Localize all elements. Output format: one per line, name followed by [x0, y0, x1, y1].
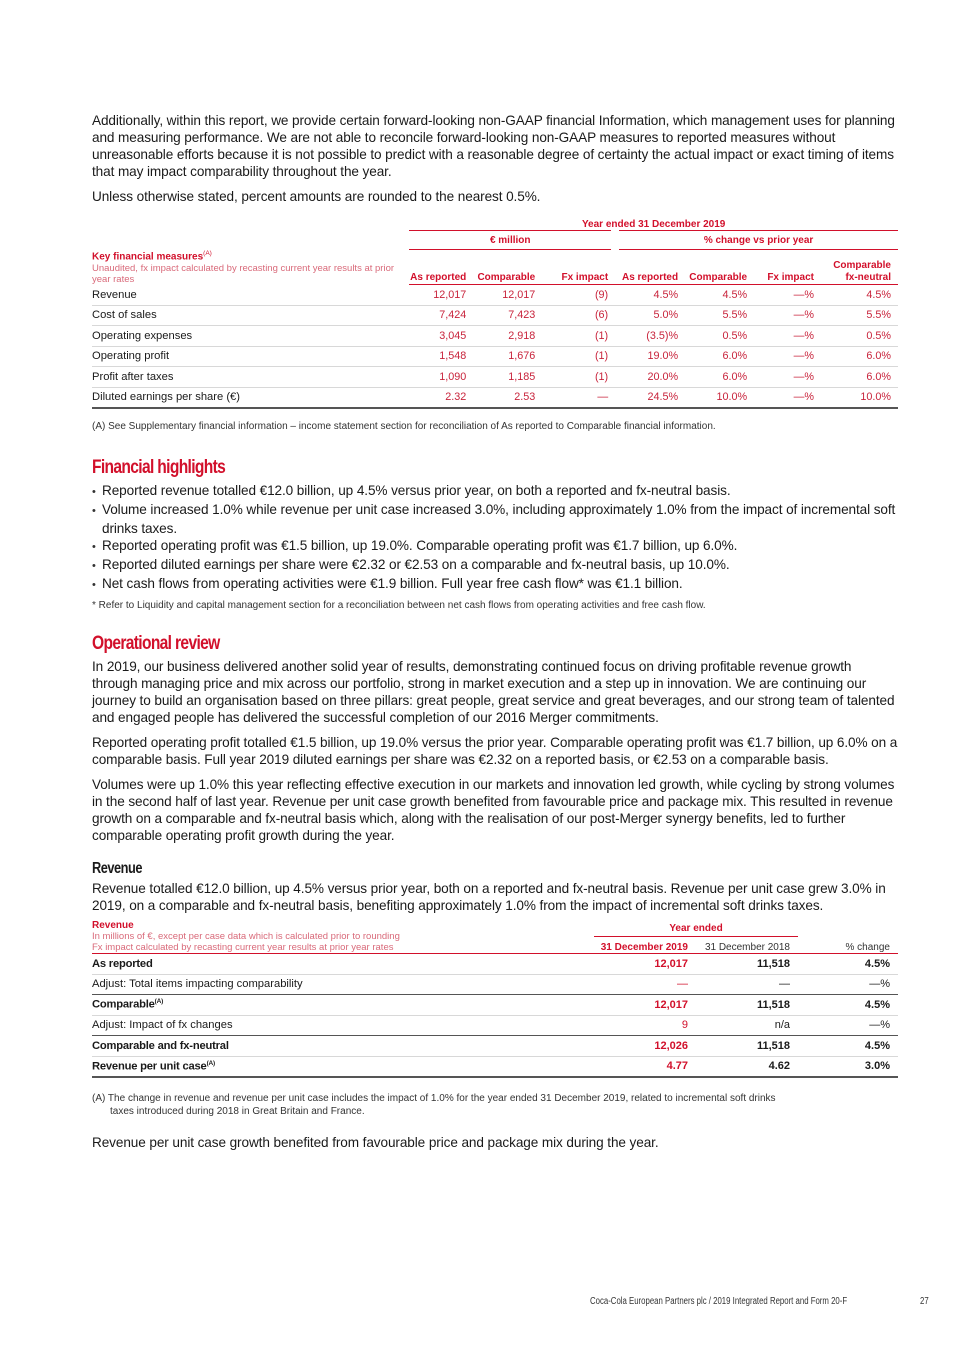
cell: 4.5% — [798, 954, 898, 975]
revenue-footnote — [92, 1092, 898, 1118]
column-header: Fx impact — [542, 250, 615, 285]
row-label: Adjust: Total items impacting comparability — [92, 974, 594, 995]
cell: 11,518 — [696, 954, 798, 975]
row-label — [92, 1056, 594, 1077]
highlights-list — [92, 482, 898, 594]
group-header-eur-million: € million — [409, 231, 615, 250]
cell: 10.0% — [685, 387, 754, 408]
revenue-heading: Revenue — [92, 860, 142, 877]
list-item: • Reported revenue totalled €12.0 billion, up 4.5% versus prior year, on both a reported and fx-neutral basis. — [92, 482, 898, 501]
cell: (1) — [542, 367, 615, 388]
publication-title: Coca-Cola European Partners plc / 2019 Integrated Report and Form 20-F — [590, 1296, 848, 1307]
cell: —% — [754, 346, 821, 367]
revenue-footnote-line-1: (A) The change in revenue and revenue per unit case includes the impact of 1.0% for the year ended 31 December 2019, related to incremental soft drinks — [92, 1093, 776, 1104]
cell: —% — [754, 387, 821, 408]
cell: 4.5% — [798, 995, 898, 1016]
cell: 5.5% — [685, 305, 754, 326]
cell: 4.62 — [696, 1056, 798, 1077]
table-title-text: Key financial measures — [92, 251, 204, 263]
operational-paragraph: Reported operating profit totalled €1.5 billion, up 19.0% versus the prior year. Comparable operating profit was €1.7 billion, up 6.0% on a comparable basis. Full year 2019 diluted earnings per share was €2.32 on a reported basis, or €2.53 on a comparable basis. — [92, 735, 898, 767]
revenue-table-subtitle-1: In millions of €, except per case data which is calculated prior to rounding — [92, 931, 400, 942]
table-row — [92, 1036, 898, 1057]
cell: 0.5% — [685, 326, 754, 347]
revenue-paragraph: Revenue totalled €12.0 billion, up 4.5% versus prior year, both on a reported and fx-neutral basis. Revenue per unit case grew 3.0% in 2019, on a comparable and fx-neutral basis, benefiting approximately 1.0% from the impact of incremental soft drinks taxes. — [92, 881, 886, 913]
row-label: Diluted earnings per share (€) — [92, 387, 409, 408]
cell: —% — [798, 1015, 898, 1036]
list-item: • Reported diluted earnings per share were €2.32 or €2.53 on a comparable and fx-neutral basis, up 10.0%. — [92, 556, 898, 575]
cell: (1) — [542, 346, 615, 367]
financial-highlights-heading: Financial highlights — [92, 457, 226, 478]
row-label — [92, 995, 594, 1016]
cell: 4.5% — [615, 285, 685, 306]
cell: 2.53 — [473, 387, 542, 408]
cell: 3,045 — [409, 326, 473, 347]
cell: (6) — [542, 305, 615, 326]
row-label: Revenue — [92, 285, 409, 306]
key-financial-measures-table — [92, 213, 898, 409]
page-footer — [590, 1296, 929, 1307]
table-row — [92, 346, 898, 367]
operational-review-section — [92, 633, 898, 844]
row-label: Operating expenses — [92, 326, 409, 347]
cell: 0.5% — [821, 326, 898, 347]
cell: 12,017 — [409, 285, 473, 306]
cell: — — [542, 387, 615, 408]
cell: 4.5% — [821, 285, 898, 306]
intro-paragraph-2: Unless otherwise stated, percent amounts are rounded to the nearest 0.5%. — [92, 189, 541, 204]
revenue-table-subtitle-2: Fx impact calculated by recasting current year results at prior year rates — [92, 942, 394, 953]
cell: 4.77 — [594, 1056, 696, 1077]
table-row — [92, 995, 898, 1016]
cell: 24.5% — [615, 387, 685, 408]
table-subtitle: Unaudited, fx impact calculated by recasting current year results at prior year rates — [92, 262, 395, 285]
row-label-text: Comparable — [92, 999, 155, 1012]
operational-paragraph: In 2019, our business delivered another solid year of results, demonstrating continued focus on driving profitable revenue growth through managing price and mix across our portfolio, strong in market execution and a step up in innovation. We are continuing our journey to build an organisation based on three pillars: great people, great service and great beverages, and our strong team of talented and engaged people has delivered the successful completion of our 2016 Merger commitments. — [92, 659, 895, 725]
cell: 11,518 — [696, 1036, 798, 1057]
cell: 5.0% — [615, 305, 685, 326]
financial-highlights-section — [92, 457, 898, 611]
cell: 5.5% — [821, 305, 898, 326]
cell: 6.0% — [685, 346, 754, 367]
list-item: • Reported operating profit was €1.5 billion, up 19.0%. Comparable operating profit was €1.7 billion, up 6.0%. — [92, 537, 898, 556]
row-label: As reported — [92, 954, 594, 975]
cell: 12,017 — [594, 995, 696, 1016]
cell: 10.0% — [821, 387, 898, 408]
row-label: Profit after taxes — [92, 367, 409, 388]
cell: — — [594, 974, 696, 995]
cell: —% — [754, 285, 821, 306]
kfm-footnote: (A) See Supplementary financial information – income statement section for reconciliation of As reported to Comparable financial information. — [92, 421, 716, 432]
column-header-2019: 31 December 2019 — [600, 942, 688, 953]
cell: 6.0% — [821, 346, 898, 367]
table-row — [92, 387, 898, 408]
cell: —% — [754, 305, 821, 326]
report-page — [92, 112, 898, 1159]
intro-paragraph-1: Additionally, within this report, we provide certain forward-looking non-GAAP financial Information, which management uses for planning and measuring performance. We are not able to reconcile forward-looking non-GAAP measures to reported measures without unreasonable efforts because it is not possible to predict with a reasonable degree of certainty the actual impact or exact timing of items that may impact comparability throughout the year. — [92, 113, 895, 179]
revenue-section — [92, 860, 898, 1151]
operational-paragraph: Volumes were up 1.0% this year reflecting effective execution in our markets and innovation led growth, while cycling by strong volumes in the second half of last year. Revenue per unit case growth benefited from favourable price and package mix. This resulted in revenue growth on a comparable and fx-neutral basis which, along with the realisation of our post-Merger synergy benefits, led to further comparable operating profit growth during the year. — [92, 777, 895, 843]
row-superscript: (A) — [154, 998, 164, 1006]
cell: 1,676 — [473, 346, 542, 367]
cell: 2,918 — [473, 326, 542, 347]
cell: 19.0% — [615, 346, 685, 367]
table-row — [92, 954, 898, 975]
year-ended-header: Year ended — [594, 920, 798, 937]
cell: 20.0% — [615, 367, 685, 388]
revenue-table-title: Revenue — [92, 920, 134, 931]
column-header-2018: 31 December 2018 — [704, 942, 790, 953]
revenue-table-header — [92, 920, 898, 937]
cell: 7,423 — [473, 305, 542, 326]
table-row — [92, 367, 898, 388]
table-row — [92, 285, 898, 306]
cell: (3.5)% — [615, 326, 685, 347]
row-label-text: Revenue per unit case — [92, 1060, 207, 1073]
cell: (9) — [542, 285, 615, 306]
cell: 7,424 — [409, 305, 473, 326]
cell: 12,017 — [594, 954, 696, 975]
table-row — [92, 305, 898, 326]
operational-review-heading: Operational review — [92, 633, 220, 654]
column-header-pct-change: % change — [845, 942, 890, 953]
cell: 1,090 — [409, 367, 473, 388]
highlights-footnote: * Refer to Liquidity and capital management section for a reconciliation between net cash flows from operating activities and free cash flow. — [92, 600, 706, 611]
table-row — [92, 1015, 898, 1036]
cell: 4.5% — [798, 1036, 898, 1057]
group-header-pct-change: % change vs prior year — [615, 231, 898, 250]
cell: 1,548 — [409, 346, 473, 367]
cell: 1,185 — [473, 367, 542, 388]
page-number: 27 — [919, 1296, 929, 1307]
column-header: As reported — [409, 250, 473, 285]
list-item: • Net cash flows from operating activities were €1.9 billion. Full year free cash flow* was €1.1 billion. — [92, 575, 898, 594]
cell: 12,026 — [594, 1036, 696, 1057]
revenue-table — [92, 920, 898, 1078]
table-row — [92, 974, 898, 995]
cell: 12,017 — [473, 285, 542, 306]
revenue-closing-paragraph: Revenue per unit case growth benefited from favourable price and package mix during the year. — [92, 1135, 659, 1150]
cell: 2.32 — [409, 387, 473, 408]
column-header: Fx impact — [754, 250, 821, 285]
table-row — [92, 326, 898, 347]
cell: —% — [798, 974, 898, 995]
row-superscript: (A) — [206, 1059, 215, 1067]
cell: 4.5% — [685, 285, 754, 306]
column-header: Comparable — [685, 250, 754, 285]
table-row — [92, 1056, 898, 1077]
cell: 6.0% — [685, 367, 754, 388]
column-header: Comparable — [473, 250, 542, 285]
revenue-footnote-line-2: taxes introduced during 2018 in Great Britain and France. — [110, 1106, 365, 1117]
row-label: Comparable and fx-neutral — [92, 1036, 594, 1057]
row-label: Cost of sales — [92, 305, 409, 326]
table-title — [92, 231, 409, 285]
cell: 6.0% — [821, 367, 898, 388]
cell: 3.0% — [798, 1056, 898, 1077]
cell: — — [696, 974, 798, 995]
cell: 9 — [594, 1015, 696, 1036]
row-label: Operating profit — [92, 346, 409, 367]
cell: n/a — [696, 1015, 798, 1036]
revenue-table-title-block — [92, 920, 594, 953]
cell: —% — [754, 326, 821, 347]
period-header: Year ended 31 December 2019 — [409, 213, 898, 231]
row-label: Adjust: Impact of fx changes — [92, 1015, 594, 1036]
cell: 11,518 — [696, 995, 798, 1016]
column-header: Comparable fx-neutral — [821, 250, 898, 285]
cell: (1) — [542, 326, 615, 347]
title-superscript: (A) — [203, 250, 212, 258]
column-header: As reported — [615, 250, 685, 285]
cell: —% — [754, 367, 821, 388]
list-item: • Volume increased 1.0% while revenue per unit case increased 3.0%, including approximately 1.0% from the impact of incremental soft drinks taxes. — [92, 501, 898, 537]
